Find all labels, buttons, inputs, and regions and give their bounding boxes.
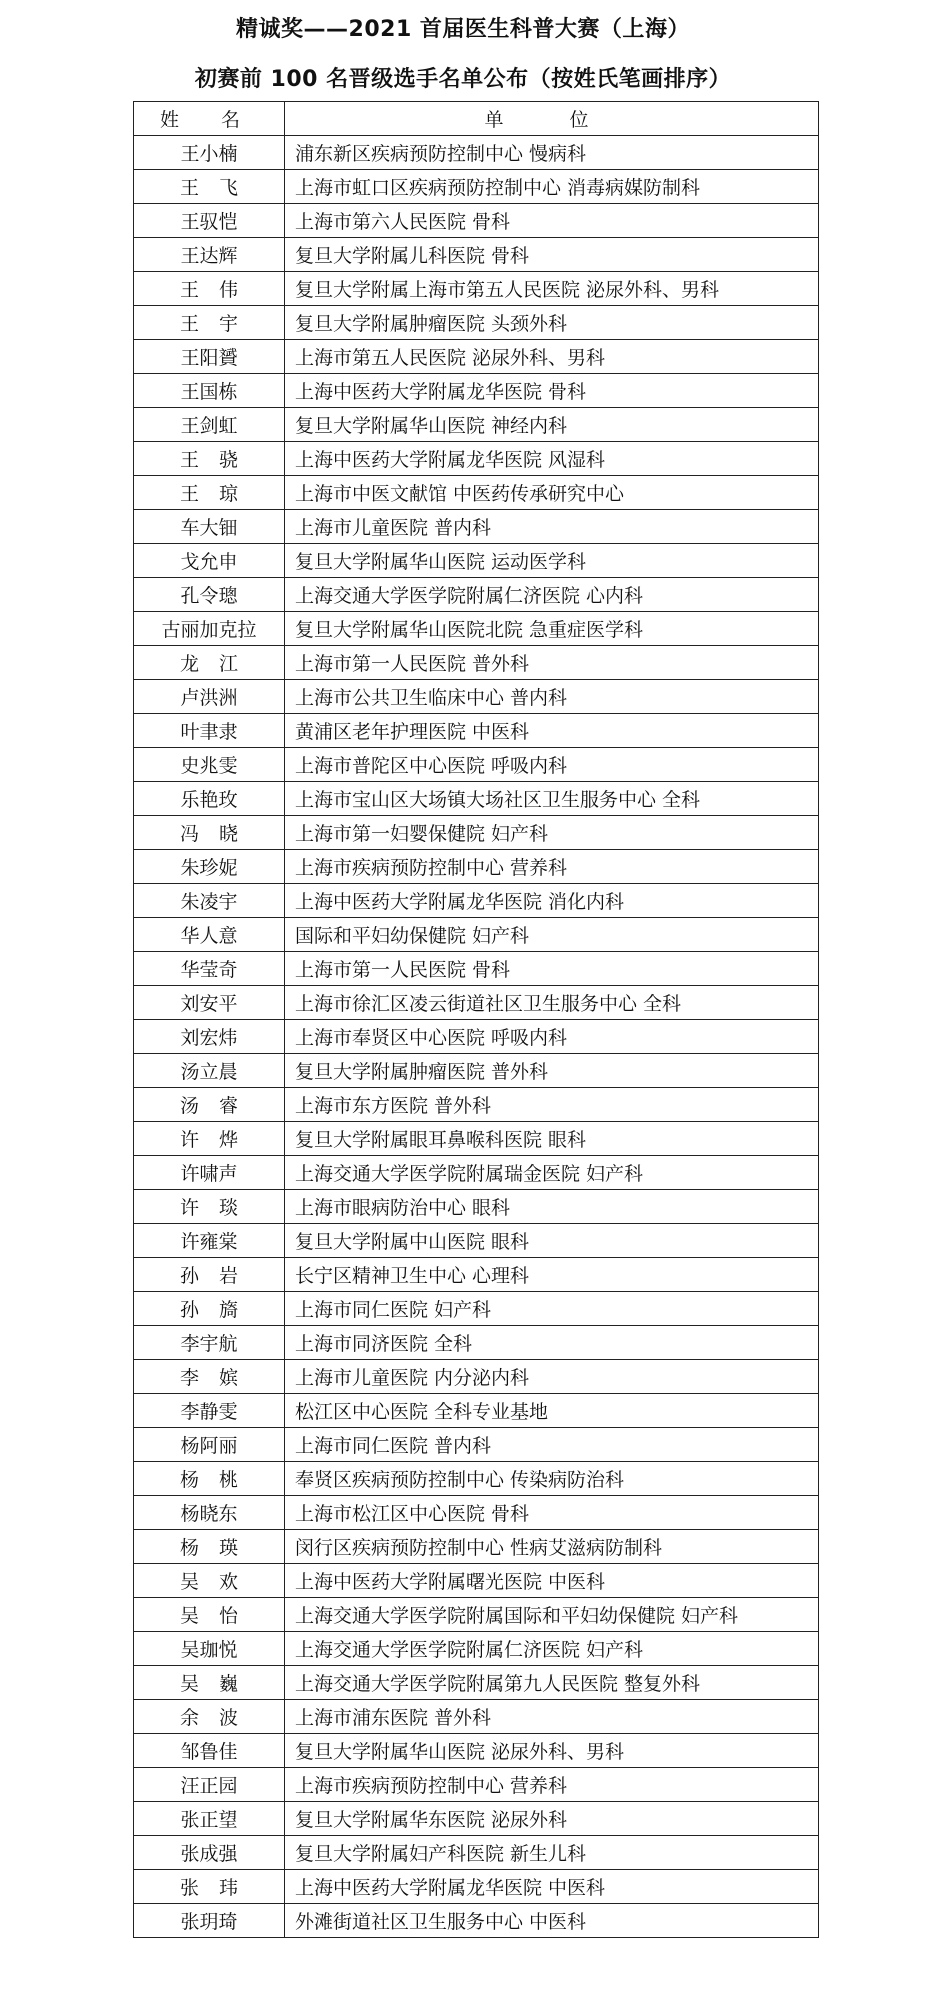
person-name: 杨 瑛	[134, 1530, 285, 1564]
affiliation: 上海市普陀区中心医院 呼吸内科	[285, 748, 819, 782]
table-row	[134, 1700, 819, 1734]
affiliation: 上海市眼病防治中心 眼科	[285, 1190, 819, 1224]
person-name: 李静雯	[134, 1394, 285, 1428]
person-name: 杨阿丽	[134, 1428, 285, 1462]
affiliation: 上海中医药大学附属龙华医院 中医科	[285, 1870, 819, 1904]
person-name: 王 宇	[134, 306, 285, 340]
person-name: 孙 岩	[134, 1258, 285, 1292]
table-header-row	[134, 102, 819, 136]
affiliation: 上海市同济医院 全科	[285, 1326, 819, 1360]
affiliation: 上海交通大学医学院附属第九人民医院 整复外科	[285, 1666, 819, 1700]
affiliation: 复旦大学附属华山医院 神经内科	[285, 408, 819, 442]
affiliation: 上海市公共卫生临床中心 普内科	[285, 680, 819, 714]
table-row	[134, 340, 819, 374]
affiliation: 上海市第一妇婴保健院 妇产科	[285, 816, 819, 850]
person-name: 华人意	[134, 918, 285, 952]
person-name: 史兆雯	[134, 748, 285, 782]
affiliation: 上海交通大学医学院附属仁济医院 妇产科	[285, 1632, 819, 1666]
table-row	[134, 1462, 819, 1496]
person-name: 孔令璁	[134, 578, 285, 612]
table-row	[134, 850, 819, 884]
person-name: 王小楠	[134, 136, 285, 170]
affiliation: 上海中医药大学附属龙华医院 骨科	[285, 374, 819, 408]
table-row	[134, 1530, 819, 1564]
person-name: 王 骁	[134, 442, 285, 476]
table-row	[134, 918, 819, 952]
affiliation: 上海市第五人民医院 泌尿外科、男科	[285, 340, 819, 374]
table-row	[134, 646, 819, 680]
person-name: 王达辉	[134, 238, 285, 272]
affiliation: 上海市东方医院 普外科	[285, 1088, 819, 1122]
affiliation: 上海市松江区中心医院 骨科	[285, 1496, 819, 1530]
table-row	[134, 578, 819, 612]
affiliation: 上海市疾病预防控制中心 营养科	[285, 1768, 819, 1802]
person-name: 车大钿	[134, 510, 285, 544]
affiliation: 松江区中心医院 全科专业基地	[285, 1394, 819, 1428]
affiliation: 复旦大学附属儿科医院 骨科	[285, 238, 819, 272]
table-row	[134, 238, 819, 272]
table-row	[134, 1768, 819, 1802]
table-row	[134, 374, 819, 408]
column-header-unit: 单 位	[285, 102, 819, 136]
person-name: 王国栋	[134, 374, 285, 408]
person-name: 汤立晨	[134, 1054, 285, 1088]
person-name: 许 琰	[134, 1190, 285, 1224]
table-row	[134, 680, 819, 714]
person-name: 王 飞	[134, 170, 285, 204]
affiliation: 复旦大学附属华东医院 泌尿外科	[285, 1802, 819, 1836]
person-name: 吴 欢	[134, 1564, 285, 1598]
table-row	[134, 306, 819, 340]
affiliation: 复旦大学附属华山医院 泌尿外科、男科	[285, 1734, 819, 1768]
table-row	[134, 1054, 819, 1088]
person-name: 汪正园	[134, 1768, 285, 1802]
person-name: 乐艳玫	[134, 782, 285, 816]
affiliation: 上海中医药大学附属曙光医院 中医科	[285, 1564, 819, 1598]
affiliation: 上海市疾病预防控制中心 营养科	[285, 850, 819, 884]
table-row	[134, 1360, 819, 1394]
person-name: 李宇航	[134, 1326, 285, 1360]
person-name: 王 伟	[134, 272, 285, 306]
affiliation: 上海市中医文献馆 中医药传承研究中心	[285, 476, 819, 510]
affiliation: 上海市同仁医院 妇产科	[285, 1292, 819, 1326]
person-name: 朱凌宇	[134, 884, 285, 918]
table-row	[134, 1292, 819, 1326]
person-name: 王驭恺	[134, 204, 285, 238]
affiliation: 上海中医药大学附属龙华医院 风湿科	[285, 442, 819, 476]
affiliation: 奉贤区疾病预防控制中心 传染病防治科	[285, 1462, 819, 1496]
affiliation: 上海市儿童医院 内分泌内科	[285, 1360, 819, 1394]
table-row	[134, 1258, 819, 1292]
table-row	[134, 1836, 819, 1870]
column-header-name: 姓 名	[134, 102, 285, 136]
table-row	[134, 612, 819, 646]
person-name: 许雍棠	[134, 1224, 285, 1258]
table-row	[134, 1020, 819, 1054]
affiliation: 复旦大学附属肿瘤医院 头颈外科	[285, 306, 819, 340]
table-row	[134, 1428, 819, 1462]
affiliation: 上海交通大学医学院附属瑞金医院 妇产科	[285, 1156, 819, 1190]
table-row	[134, 782, 819, 816]
person-name: 张成强	[134, 1836, 285, 1870]
person-name: 华莹奇	[134, 952, 285, 986]
table-row	[134, 1632, 819, 1666]
person-name: 张正望	[134, 1802, 285, 1836]
table-row	[134, 1802, 819, 1836]
table-row	[134, 1734, 819, 1768]
table-row	[134, 510, 819, 544]
table-row	[134, 952, 819, 986]
affiliation: 复旦大学附属上海市第五人民医院 泌尿外科、男科	[285, 272, 819, 306]
table-row	[134, 476, 819, 510]
affiliation: 上海市第一人民医院 普外科	[285, 646, 819, 680]
person-name: 汤 睿	[134, 1088, 285, 1122]
table-row	[134, 986, 819, 1020]
person-name: 余 波	[134, 1700, 285, 1734]
person-name: 杨晓东	[134, 1496, 285, 1530]
person-name: 吴 巍	[134, 1666, 285, 1700]
table-row	[134, 748, 819, 782]
person-name: 叶聿隶	[134, 714, 285, 748]
person-name: 王阳贇	[134, 340, 285, 374]
affiliation: 上海市奉贤区中心医院 呼吸内科	[285, 1020, 819, 1054]
person-name: 龙 江	[134, 646, 285, 680]
affiliation: 复旦大学附属中山医院 眼科	[285, 1224, 819, 1258]
table-row	[134, 1598, 819, 1632]
person-name: 李 嫔	[134, 1360, 285, 1394]
affiliation: 长宁区精神卫生中心 心理科	[285, 1258, 819, 1292]
affiliation: 上海市宝山区大场镇大场社区卫生服务中心 全科	[285, 782, 819, 816]
affiliation: 上海市同仁医院 普内科	[285, 1428, 819, 1462]
person-name: 刘宏炜	[134, 1020, 285, 1054]
affiliation: 上海交通大学医学院附属国际和平妇幼保健院 妇产科	[285, 1598, 819, 1632]
affiliation: 浦东新区疾病预防控制中心 慢病科	[285, 136, 819, 170]
person-name: 杨 桃	[134, 1462, 285, 1496]
table-row	[134, 408, 819, 442]
person-name: 吴 怡	[134, 1598, 285, 1632]
person-name: 王 琼	[134, 476, 285, 510]
table-row	[134, 816, 819, 850]
person-name: 戈允申	[134, 544, 285, 578]
person-name: 王剑虹	[134, 408, 285, 442]
affiliation: 复旦大学附属妇产科医院 新生儿科	[285, 1836, 819, 1870]
affiliation: 上海市第六人民医院 骨科	[285, 204, 819, 238]
table-row	[134, 884, 819, 918]
affiliation: 上海市浦东医院 普外科	[285, 1700, 819, 1734]
table-row	[134, 170, 819, 204]
page-title: 精诚奖——2021 首届医生科普大赛（上海）	[236, 17, 690, 42]
affiliation: 上海中医药大学附属龙华医院 消化内科	[285, 884, 819, 918]
affiliation: 复旦大学附属华山医院 运动医学科	[285, 544, 819, 578]
affiliation: 上海市虹口区疾病预防控制中心 消毒病媒防制科	[285, 170, 819, 204]
affiliation: 国际和平妇幼保健院 妇产科	[285, 918, 819, 952]
table-row	[134, 1190, 819, 1224]
affiliation: 外滩街道社区卫生服务中心 中医科	[285, 1904, 819, 1938]
table-row	[134, 1564, 819, 1598]
table-row	[134, 1326, 819, 1360]
person-name: 冯 晓	[134, 816, 285, 850]
affiliation: 复旦大学附属眼耳鼻喉科医院 眼科	[285, 1122, 819, 1156]
page-subtitle: 初赛前 100 名晋级选手名单公布（按姓氏笔画排序）	[194, 67, 732, 92]
table-row	[134, 1394, 819, 1428]
person-name: 刘安平	[134, 986, 285, 1020]
table-row	[134, 204, 819, 238]
person-name: 许啸声	[134, 1156, 285, 1190]
table-row	[134, 1224, 819, 1258]
affiliation: 上海市徐汇区凌云街道社区卫生服务中心 全科	[285, 986, 819, 1020]
affiliation: 上海市儿童医院 普内科	[285, 510, 819, 544]
affiliation: 复旦大学附属肿瘤医院 普外科	[285, 1054, 819, 1088]
table-row	[134, 714, 819, 748]
affiliation: 闵行区疾病预防控制中心 性病艾滋病防制科	[285, 1530, 819, 1564]
person-name: 朱珍妮	[134, 850, 285, 884]
table-row	[134, 1666, 819, 1700]
table-row	[134, 272, 819, 306]
table-row	[134, 544, 819, 578]
table-row	[134, 442, 819, 476]
person-name: 吴珈悦	[134, 1632, 285, 1666]
table-row	[134, 1088, 819, 1122]
table-row	[134, 1156, 819, 1190]
person-name: 古丽加克拉	[134, 612, 285, 646]
finalist-table	[133, 101, 819, 1938]
affiliation: 上海市第一人民医院 骨科	[285, 952, 819, 986]
affiliation: 黄浦区老年护理医院 中医科	[285, 714, 819, 748]
person-name: 张玥琦	[134, 1904, 285, 1938]
affiliation: 复旦大学附属华山医院北院 急重症医学科	[285, 612, 819, 646]
person-name: 卢洪洲	[134, 680, 285, 714]
table-row	[134, 1496, 819, 1530]
table-row	[134, 1870, 819, 1904]
person-name: 许 烨	[134, 1122, 285, 1156]
person-name: 邹鲁佳	[134, 1734, 285, 1768]
affiliation: 上海交通大学医学院附属仁济医院 心内科	[285, 578, 819, 612]
table-row	[134, 1904, 819, 1938]
person-name: 孙 旖	[134, 1292, 285, 1326]
table-row	[134, 1122, 819, 1156]
table-row	[134, 136, 819, 170]
person-name: 张 玮	[134, 1870, 285, 1904]
